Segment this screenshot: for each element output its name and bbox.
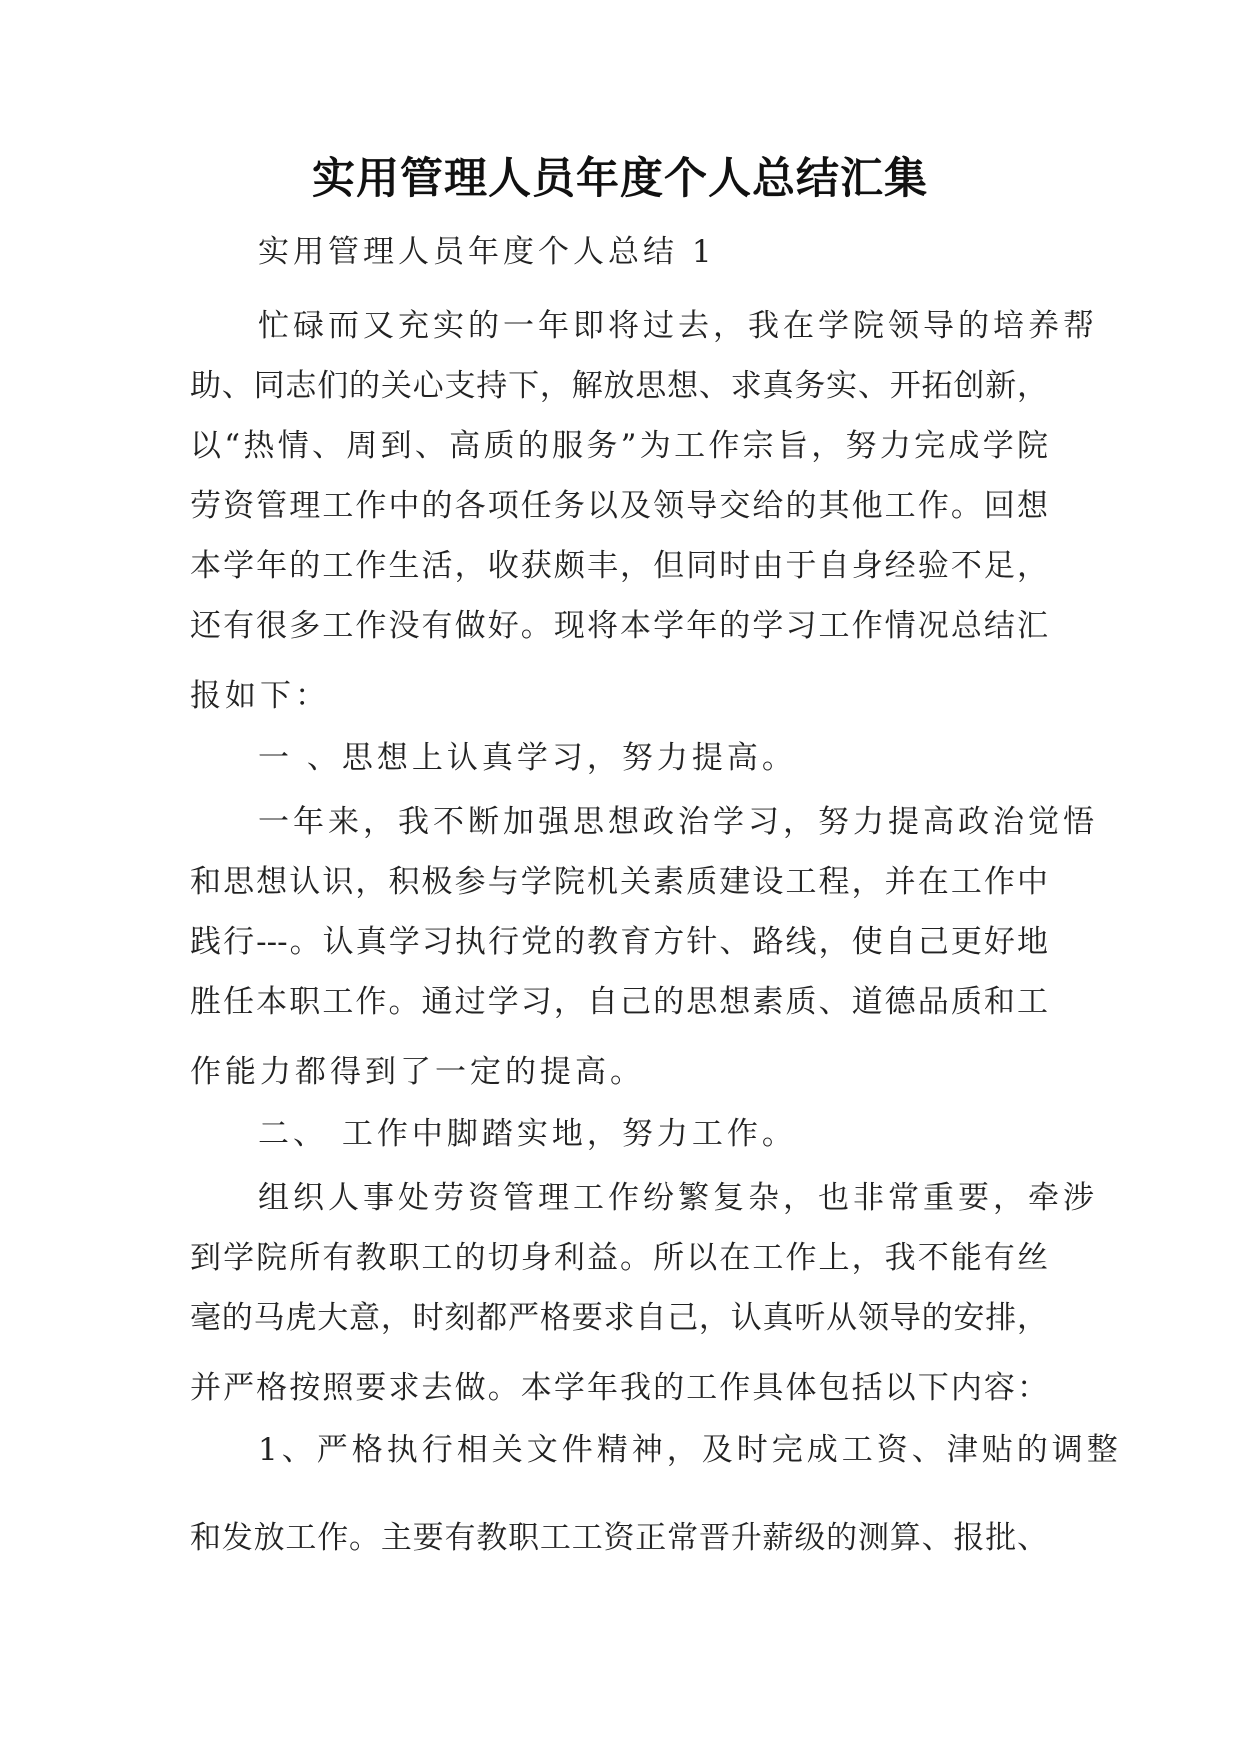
paragraph-line: 践行---。认真学习执行党的教育方针、路线，使自己更好地	[190, 924, 1048, 960]
paragraph-line: 1、严格执行相关文件精神，及时完成工资、津贴的调整	[258, 1432, 1122, 1468]
paragraph-line: 胜任本职工作。通过学习，自己的思想素质、道德品质和工	[190, 984, 1048, 1020]
section-heading: 实用管理人员年度个人总结 1	[258, 234, 716, 270]
paragraph-line: 劳资管理工作中的各项任务以及领导交给的其他工作。回想	[190, 488, 1048, 524]
paragraph-line: 助、同志们的关心支持下，解放思想、求真务实、开拓创新，	[190, 368, 1048, 404]
document-title: 实用管理人员年度个人总结汇集	[312, 154, 928, 204]
paragraph-line: 并严格按照要求去做。本学年我的工作具体包括以下内容：	[190, 1370, 1048, 1406]
section-heading: 二、 工作中脚踏实地，努力工作。	[258, 1116, 797, 1152]
paragraph-line: 本学年的工作生活，收获颇丰，但同时由于自身经验不足，	[190, 548, 1048, 584]
paragraph-line: 还有很多工作没有做好。现将本学年的学习工作情况总结汇	[190, 608, 1048, 644]
paragraph-line: 到学院所有教职工的切身利益。所以在工作上，我不能有丝	[190, 1240, 1048, 1276]
paragraph-line: 毫的马虎大意，时刻都严格要求自己，认真听从领导的安排，	[190, 1300, 1048, 1336]
paragraph-line: 以“热情、周到、高质的服务”为工作宗旨，努力完成学院	[190, 428, 1048, 464]
paragraph-line: 作能力都得到了一定的提高。	[190, 1054, 645, 1090]
section-heading: 一 、思想上认真学习，努力提高。	[258, 740, 797, 776]
paragraph-line: 报如下：	[190, 678, 330, 714]
paragraph-line: 和发放工作。主要有教职工工资正常晋升薪级的测算、报批、	[190, 1520, 1048, 1556]
paragraph-line: 一年来，我不断加强思想政治学习，努力提高政治觉悟	[258, 804, 1098, 840]
paragraph-line: 忙碌而又充实的一年即将过去，我在学院领导的培养帮	[258, 308, 1098, 344]
paragraph-line: 和思想认识，积极参与学院机关素质建设工程，并在工作中	[190, 864, 1048, 900]
paragraph-line: 组织人事处劳资管理工作纷繁复杂，也非常重要，牵涉	[258, 1180, 1098, 1216]
